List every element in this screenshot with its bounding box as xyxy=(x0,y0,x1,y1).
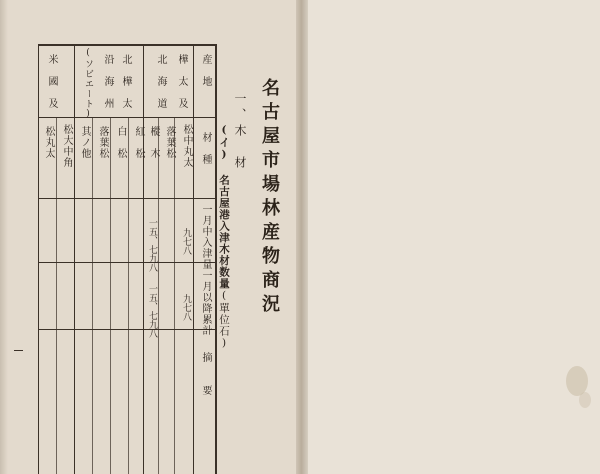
arrivals-fir: 一五、七九八 xyxy=(147,218,157,272)
book-gutter xyxy=(296,0,308,474)
header-origin: 産 地 xyxy=(200,54,211,87)
table-right-rule xyxy=(215,44,217,474)
material-pine-log: 松丸太 xyxy=(43,126,54,159)
row-divider xyxy=(174,117,175,474)
right-page xyxy=(300,0,600,474)
material-white-pine: 白 松 xyxy=(115,126,126,159)
table-arrivals-rule xyxy=(38,262,216,263)
header-jan-cumulative: 一月以降累計 xyxy=(200,270,211,336)
table-cumulative-rule xyxy=(38,329,216,330)
row-divider xyxy=(128,117,129,474)
header-remarks: 摘 要 xyxy=(200,352,211,396)
material-pine-timber: 松大中角 xyxy=(61,124,72,168)
material-larch: 落葉松 xyxy=(164,126,175,159)
cumulative-pine-log-medium: 九七八 xyxy=(181,294,191,321)
table-unit: (單位石) xyxy=(218,289,230,350)
table-caption: (イ) 名古屋港入津木材数量 xyxy=(218,124,230,290)
section-heading: 一、木 材 xyxy=(233,92,247,172)
row-divider xyxy=(74,44,75,474)
origin-soviet: (ソビエート) xyxy=(83,48,93,120)
row-divider xyxy=(143,44,144,474)
row-divider xyxy=(193,44,194,474)
origin-maritime: 沿 海 州 xyxy=(102,54,113,109)
paper-stain xyxy=(579,392,591,408)
header-jan-arrivals: 一月中入津量 xyxy=(200,204,211,270)
row-divider xyxy=(92,117,93,474)
table-top-rule xyxy=(38,44,216,46)
table-material-rule xyxy=(38,198,216,199)
material-pine-log-medium: 松中丸太 xyxy=(181,124,192,168)
origin-usa: 米 國 及 xyxy=(46,54,57,109)
page-title: 名古屋市場林産物商況 xyxy=(259,78,280,318)
cumulative-fir: 一五、七九八 xyxy=(147,284,157,338)
margin-mark xyxy=(14,350,23,351)
material-other: 其ノ他 xyxy=(79,126,90,159)
table-left-rule xyxy=(38,44,39,474)
material-larch-2: 落葉松 xyxy=(97,126,108,159)
table-subtitle xyxy=(217,124,232,350)
origin-north-karafuto: 北 樺 太 xyxy=(120,54,131,109)
arrivals-pine-log-medium: 九七八 xyxy=(181,228,191,255)
row-divider xyxy=(110,117,111,474)
table-header-rule xyxy=(38,117,216,118)
origin-karafuto: 樺 太 及 xyxy=(176,54,187,109)
origin-hokkaido: 北 海 道 xyxy=(155,54,166,109)
material-red-pine: 紅 松 xyxy=(133,126,144,159)
material-fir: 樅 木 xyxy=(148,126,159,159)
row-divider xyxy=(56,117,57,474)
header-material: 材 種 xyxy=(200,132,211,165)
